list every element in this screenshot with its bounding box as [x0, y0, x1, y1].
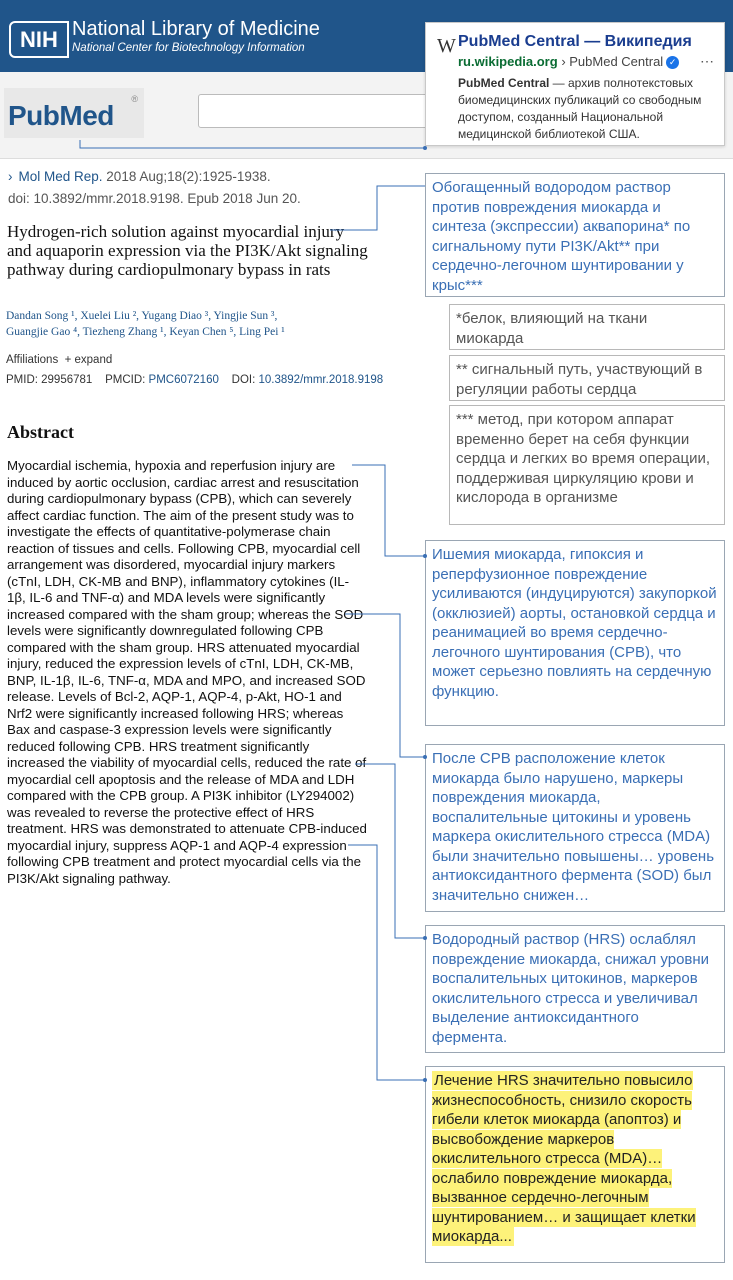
author-line[interactable]: Dandan Song ¹, Xuelei Liu ², Yugang Diao ³, Yingjie Sun ³, — [6, 310, 278, 322]
wiki-url[interactable] — [458, 54, 679, 69]
wiki-url-domain: ru.wikipedia.org — [458, 54, 558, 69]
annotation-4-highlighted — [425, 1066, 725, 1263]
pmid: PMID: 29956781 — [6, 374, 93, 386]
wikipedia-icon: W — [437, 35, 456, 57]
doi-label: DOI: — [231, 374, 256, 386]
article-ids — [6, 374, 383, 386]
abstract-heading: Abstract — [7, 422, 74, 442]
verified-icon: ✓ — [666, 56, 679, 69]
more-options-icon[interactable]: ⋯ — [700, 53, 714, 69]
affiliations[interactable] — [6, 354, 112, 366]
highlighted-text: Лечение HRS значительно повысило жизнеспособность, снизило скорость гибели клеток миокарда (апоптоз) и высвобождение маркеров окислительного стресса (MDA)… ослабило повреждение миокарда, вызванное сердечно-легочным шунтированием… и защищает клетки миокарда... — [432, 1072, 696, 1245]
annotation-3: Водородный раствор (HRS) ослаблял повреждение миокарда, снижал уровни воспалительных цитокинов, маркеров окислительного стресса и увеличивал выделение антиоксидантного фермента. — [425, 925, 725, 1053]
wiki-desc-text: — архив полнотекстовых биомедицинских публикаций со свободным доступом, созданный Национальной медицинской библиотекой США. — [458, 76, 702, 141]
nih-title[interactable]: National Library of Medicine — [72, 18, 320, 40]
annotation-title-translation: Обогащенный водородом раствор против повреждения миокарда и синтеза (экспрессии) аквапорина* по сигнальному пути PI3K/Akt** при сердечно-легочном шунтировании у крыс*** — [425, 173, 725, 297]
affiliations-label: Affiliations — [6, 354, 59, 366]
wiki-desc-bold: PubMed Central — [458, 76, 550, 90]
nih-logo[interactable]: NIH — [9, 21, 69, 58]
doi-link[interactable]: 10.3892/mmr.2018.9198 — [258, 374, 384, 386]
pmcid-link[interactable]: PMC6072160 — [148, 374, 219, 386]
article-title: Hydrogen-rich solution against myocardial injury and aquaporin expression via the PI3K/Akt signaling pathway during cardiopulmonary bypass in rats — [7, 222, 368, 279]
registered-mark: ® — [131, 94, 138, 104]
pubmed-logo[interactable] — [4, 88, 144, 138]
search-input[interactable] — [198, 94, 440, 128]
wiki-title[interactable]: PubMed Central — Википедия — [458, 33, 692, 50]
chevron-right-icon[interactable]: › — [8, 169, 13, 184]
wiki-description — [458, 75, 720, 143]
pubmed-logo-pub: Pub — [8, 100, 60, 131]
nih-subtitle: National Center for Biotechnology Information — [72, 42, 305, 54]
pmcid-label: PMCID: — [105, 374, 146, 386]
author-list — [6, 308, 336, 340]
wikipedia-card[interactable] — [425, 22, 725, 146]
footnote-2: ** сигнальный путь, участвующий в регуляции работы сердца — [449, 355, 725, 401]
pubmed-logo-med: Med — [59, 100, 114, 131]
citation — [8, 166, 301, 210]
expand-button[interactable]: + expand — [64, 354, 113, 366]
footnote-1: *белок, влияющий на ткани миокарда — [449, 304, 725, 350]
wiki-url-path: › PubMed Central — [561, 54, 664, 69]
annotation-1: Ишемия миокарда, гипоксия и реперфузионное повреждение усиливаются (индуцируются) закупоркой (окклюзией) аорты, остановкой сердца и реанимацией во время сердечно-легочного шунтирования (CPB), что может серьезно повлиять на сердечную функцию. — [425, 540, 725, 726]
abstract-text: Myocardial ischemia, hypoxia and reperfusion injury are induced by aortic occlusion, cardiac arrest and resuscitation during cardiopulmonary bypass (CPB), which can severely affect cardiac function. The aim of the present study was to investigate the effects of quantitative-polymerase chain reaction of tissues and cells. Following CPB, myocardial cell arrangement was disordered, myocardial injury markers (cTnI, LDH, CK-MB and BNP), inflammatory cytokines (IL-1β, IL-6 and TNF-α) and MDA levels were significantly increased compared with the sham group; whereas the SOD levels were significantly downregulated following CPB compared with the sham group. HRS attenuated myocardial injury, reduced the expression levels of cTnI, LDH, CK-MB, BNP, IL-1β, IL-6, TNF-α, MDA and MPO, and increased SOD release. Levels of Bcl-2, AQP-1, AQP-4, p-Akt, HO-1 and Nrf2 were significantly increased following HRS; whereas Bax and caspase-3 expression levels were significantly reduced following CPB. HRS treatment significantly increased the viability of myocardial cells, reduced the rate of myocardial cell apoptosis and the release of MDA and LDH compared with the CPB group. A PI3K inhibitor (LY294002) was revealed to reverse the protective effect of HRS treatment. HRS was demonstrated to attenuate CPB-induced myocardial injury, suppress AQP-1 and AQP-4 expression following CPB treatment and protect myocardial cells via the PI3K/Akt signaling pathway. — [7, 458, 367, 886]
footnote-3: *** метод, при котором аппарат временно берет на себя функции сердца и легких во время операции, поддерживая циркуляцию крови и кислорода в организме — [449, 405, 725, 525]
journal-link[interactable]: Mol Med Rep. — [18, 169, 103, 184]
annotation-2: После CPB расположение клеток миокарда было нарушено, маркеры повреждения миокарда, воспалительные цитокины и уровень маркера окислительного стресса (MDA) были значительно повышены… уровень антиоксидантного фермента (SOD) был значительно снижен… — [425, 744, 725, 912]
doi-epub: doi: 10.3892/mmr.2018.9198. Epub 2018 Jun 20. — [8, 191, 301, 206]
citation-details: 2018 Aug;18(2):1925-1938. — [102, 169, 271, 184]
author-line[interactable]: Guangjie Gao ⁴, Tiezheng Zhang ¹, Keyan Chen ⁵, Ling Pei ¹ — [6, 326, 285, 338]
